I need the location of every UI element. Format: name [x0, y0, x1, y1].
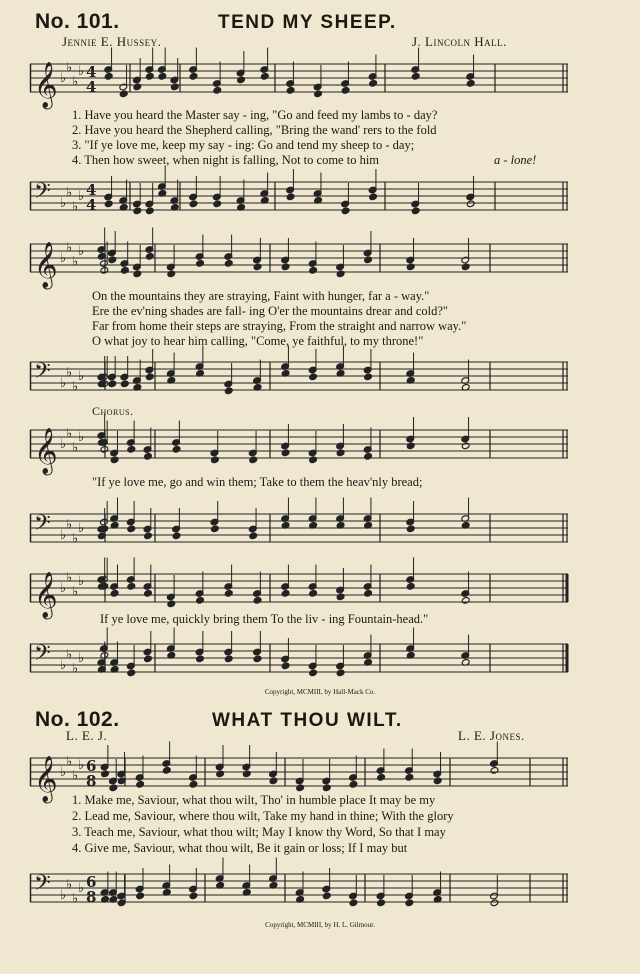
svg-text:♭: ♭ — [72, 254, 79, 270]
svg-text:♭: ♭ — [72, 440, 79, 456]
verse-line: Ere the ev'ning shades are fall- ing O'er the mountains drear and cold?" — [92, 304, 448, 318]
svg-text:♭: ♭ — [78, 758, 85, 773]
verse-line: 3. "If ye love me, keep my say - ing: Go and tend my sheep to - day; — [72, 138, 415, 152]
svg-text:♭: ♭ — [72, 199, 79, 215]
hymn-title: WHAT THOU WILT. — [212, 710, 403, 731]
svg-text:♭: ♭ — [78, 369, 85, 384]
verse-line: 1. Make me, Saviour, what thou wilt, Tho' in humble place It may be my — [72, 793, 436, 807]
svg-text:♭: ♭ — [60, 528, 67, 543]
notes — [104, 166, 475, 215]
svg-text:♭: ♭ — [60, 658, 67, 673]
svg-text:♭: ♭ — [66, 517, 73, 533]
notes — [97, 558, 470, 608]
svg-text:♭: ♭ — [66, 426, 73, 442]
treble-clef-icon: 𝄞 — [34, 242, 58, 288]
treble-staff — [30, 56, 568, 108]
chorus-line: "If ye love me, go and win them; Take to them the heav'nly bread; — [92, 475, 423, 489]
svg-text:♭: ♭ — [60, 888, 67, 903]
chorus-line: If ye love me, quickly bring them To the liv - ing Fountain-head." — [100, 612, 429, 626]
time-signature: 4 — [86, 63, 97, 81]
verse-line-ending: a - lone! — [494, 153, 537, 167]
bass-staff — [30, 354, 568, 398]
time-signature: 6 — [86, 873, 97, 891]
bass-clef-icon: 𝄢 — [34, 641, 51, 671]
staff-lines — [30, 644, 568, 672]
svg-text:♭: ♭ — [78, 189, 85, 204]
svg-text:♭: ♭ — [60, 581, 67, 596]
verse-line: 1. Have you heard the Master say - ing, "Go and feed my lambs to - day? — [72, 108, 438, 122]
notes — [104, 48, 475, 98]
bass-clef-icon: 𝄢 — [34, 359, 51, 389]
svg-text:♭: ♭ — [66, 60, 73, 76]
verse-line: 4. Give me, Saviour, what thou wilt, Be it gain or loss; If I may but — [72, 841, 408, 855]
svg-text:♭: ♭ — [66, 185, 73, 201]
svg-text:♭: ♭ — [60, 437, 67, 452]
bass-staff — [30, 174, 568, 218]
bass-staff — [30, 866, 568, 910]
svg-text:♭: ♭ — [60, 376, 67, 391]
svg-text:♭: ♭ — [78, 244, 85, 259]
svg-text:♭: ♭ — [66, 754, 73, 770]
svg-text:♭: ♭ — [78, 64, 85, 79]
treble-clef-icon: 𝄞 — [34, 572, 58, 618]
svg-text:♭: ♭ — [72, 531, 79, 547]
bass-clef-icon: 𝄢 — [34, 179, 51, 209]
bass-staff — [30, 506, 568, 550]
svg-text:♭: ♭ — [78, 881, 85, 896]
hymn-number: No. 101. — [35, 10, 120, 33]
svg-text:♭: ♭ — [60, 71, 67, 86]
verse-line: Far from home their steps are straying, From the straight and narrow way." — [92, 319, 467, 333]
svg-text:8: 8 — [86, 772, 97, 790]
hymn-title: TEND MY SHEEP. — [218, 12, 397, 33]
notes — [97, 628, 470, 677]
notes — [97, 498, 470, 540]
treble-clef-icon: 𝄞 — [34, 756, 58, 802]
svg-text:8: 8 — [86, 888, 97, 906]
svg-text:♭: ♭ — [66, 877, 73, 893]
verse-line: On the mountains they are straying, Faint with hunger, far a - way." — [92, 289, 430, 303]
hymn-author: Jennie E. Hussey. — [62, 34, 162, 49]
notes — [97, 228, 470, 278]
svg-text:♭: ♭ — [72, 661, 79, 677]
hymn-composer: J. Lincoln Hall. — [412, 34, 507, 49]
svg-text:♭: ♭ — [72, 74, 79, 90]
svg-text:♭: ♭ — [66, 570, 73, 586]
treble-clef-icon: 𝄞 — [34, 428, 58, 474]
time-signature: 6 — [86, 757, 97, 775]
svg-text:♭: ♭ — [72, 379, 79, 395]
treble-clef-icon: 𝄞 — [34, 62, 58, 108]
treble-staff — [30, 566, 568, 618]
svg-text:♭: ♭ — [60, 765, 67, 780]
notes — [100, 742, 498, 792]
svg-text:♭: ♭ — [78, 430, 85, 445]
copyright-notice: Copyright, MCMIII, by Hall-Mack Co. — [264, 688, 376, 696]
svg-text:♭: ♭ — [66, 240, 73, 256]
svg-text:4: 4 — [86, 196, 97, 214]
svg-text:♭: ♭ — [72, 768, 79, 784]
hymn-number: No. 102. — [35, 708, 120, 731]
verse-line: O what joy to hear him calling, "Come, ye faithful, to my throne!" — [92, 334, 424, 348]
notes — [100, 858, 498, 907]
verse-line: 4. Then how sweet, when night is falling, Not to come to him — [72, 153, 380, 167]
verse-line: 2. Lead me, Saviour, where thou wilt, Take my hand in thine; With the glory — [72, 809, 454, 823]
bass-staff — [30, 636, 568, 680]
svg-text:♭: ♭ — [72, 891, 79, 907]
bass-clef-icon: 𝄢 — [34, 511, 51, 541]
svg-text:♭: ♭ — [66, 365, 73, 381]
bass-clef-icon: 𝄢 — [34, 871, 51, 901]
verse-line: 3. Teach me, Saviour, what thou wilt; May I know thy Word, So that I may — [72, 825, 446, 839]
svg-text:♭: ♭ — [60, 196, 67, 211]
time-signature: 4 — [86, 181, 97, 199]
svg-text:♭: ♭ — [78, 574, 85, 589]
treble-staff — [30, 422, 568, 474]
svg-text:♭: ♭ — [66, 647, 73, 663]
notes — [97, 346, 470, 395]
notes — [97, 414, 470, 464]
svg-text:♭: ♭ — [60, 251, 67, 266]
svg-text:4: 4 — [86, 78, 97, 96]
hymn-composer: L. E. Jones. — [458, 728, 525, 743]
verse-line: 2. Have you heard the Shepherd calling, "Bring the wand' rers to the fold — [72, 123, 437, 137]
hymn-author: L. E. J. — [66, 728, 108, 743]
treble-staff — [30, 236, 568, 288]
copyright-notice: Copyright, MCMIII, by H. L. Gilmour. — [265, 921, 375, 929]
svg-text:♭: ♭ — [78, 521, 85, 536]
svg-text:♭: ♭ — [78, 651, 85, 666]
svg-text:♭: ♭ — [72, 584, 79, 600]
chorus-label: Chorus. — [92, 404, 134, 418]
